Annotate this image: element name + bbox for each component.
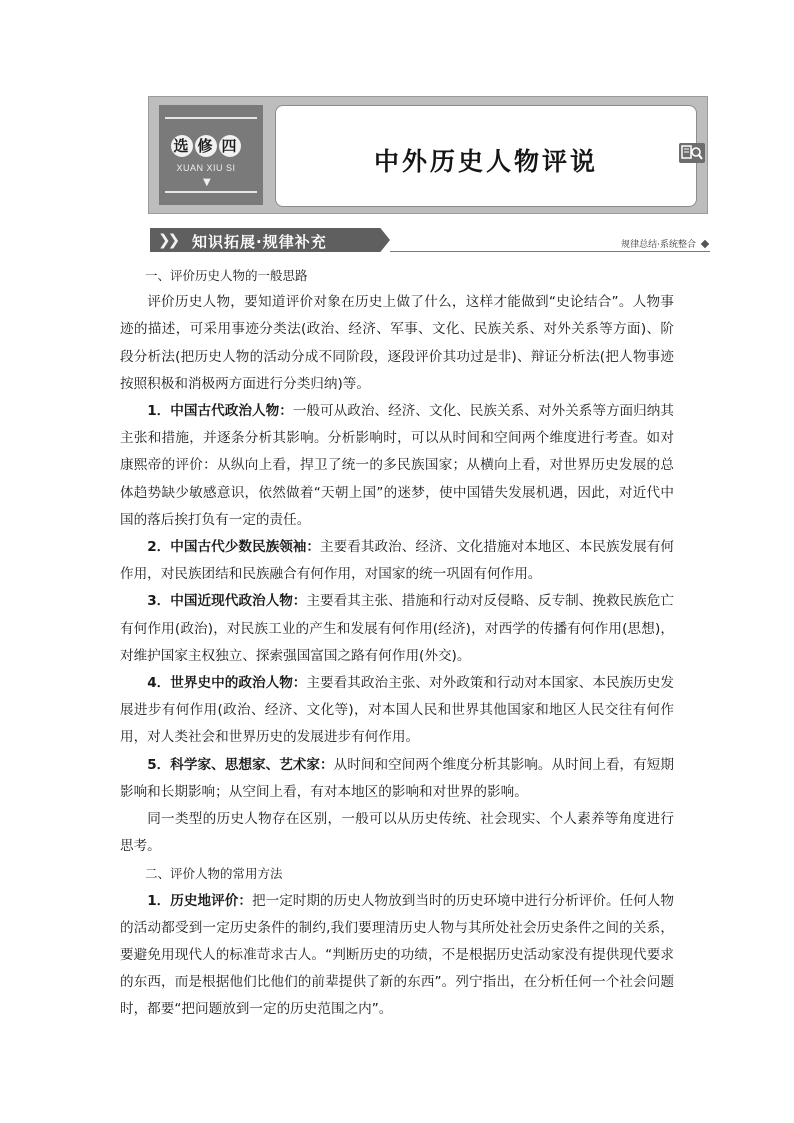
badge-char: 修 [195,135,217,157]
list-item [120,398,674,534]
summary-paragraph: 同一类型的历史人物存在区别，一般可以从历史传统、社会现实、个人素养等角度进行思考。 [120,811,674,855]
intro-paragraph: 评价历史人物，要知道评价对象在历史上做了什么，这样才能做到“史论结合”。人物事迹的描述，可采用事迹分类法(政治、经济、军事、文化、民族关系、对外关系等方面)、阶段分析法(把历史人物的活动分成不同阶段，逐段评价其功过是非)、辩证分析法(把人物事迹按照积极和消极两方面进行分类归纳)等。 [120,294,674,392]
item-text: 主要看其政治主张、对外政策和行动对本国家、本民族历史发展进步有何作用(政治、经济、文化等)，对本国人民和世界其他国家和地区人民交往有何作用，对人类社会和世界历史的发展进步有何作用。 [120,675,675,746]
double-chevron-icon: ❯❯ [158,231,178,249]
list-item [120,588,674,670]
title-box [275,105,697,207]
item-label: 4．世界史中的政治人物： [147,675,307,692]
chapter-banner [148,96,708,214]
item-text: 主要看其政治、经济、文化措施对本地区、本民族发展有何作用，对民族团结和民族融合有何作用，对国家的统一巩固有何作用。 [120,539,674,583]
item-label: 1．中国古代政治人物： [147,403,293,420]
section-tag-label: 知识拓展·规律补充 [192,233,327,251]
item-label: 2．中国古代少数民族领袖： [147,539,321,556]
down-triangle-icon: ▼ [203,177,211,188]
list-item [120,752,674,806]
item-text: 一般可从政治、经济、文化、民族关系、对外关系等方面归纳其主张和措施，并逐条分析其影响。分析影响时，可以从时间和空间两个维度进行考查。如对康熙帝的评价：从纵向上看，捍卫了统一的多民族国家；从横向上看，对世界历史发展的总体趋势缺少敏感意识，依然做着“天朝上国”的迷梦，使中国错失发展机遇，因此，对近代中国的落后挨打负有一定的责任。 [120,403,674,528]
method-text: 把一定时期的历史人物放到当时的历史环境中进行分析评价。任何人物的活动都受到一定历史条件的制约,我们要理清历史人物与其所处社会历史条件之间的关系，要避免用现代人的标准苛求古人。“判断历史的功绩，不是根据历史活动家没有提供现代要求的东西，而是根据他们比他们的前辈提供了新的东西”。列宁指出，在分析任何一个社会问题时，都要“把问题放到一定的历史范围之内”。 [120,892,674,1018]
list-item [120,534,674,588]
item-label: 5．科学家、思想家、艺术家： [147,756,334,773]
list-item [120,670,674,752]
badge-decoration-bottom [165,191,257,193]
heading-1: 一、评价历史人物的一般思路 [145,268,308,283]
item-text: 从时间和空间两个维度分析其影响。从时间上看，有短期影响和长期影响；从空间上看，有对本地区的影响和对世界的影响。 [120,756,674,800]
heading-2: 二、评价人物的常用方法 [145,866,283,882]
item-text: 主要看其主张、措施和行动对反侵略、反专制、挽救民族危亡有何作用(政治)，对民族工业的产生和发展有何作用(经济)，对西学的传播有何作用(思想)，对维护国家主权独立、探索强国富国之路有何作用(外交)。 [120,593,675,664]
diamond-icon [701,240,709,248]
page-title: 中外历史人物评说 [373,147,598,176]
method-label: 1．历史地评价： [147,892,252,909]
item-label: 3．中国近现代政治人物： [147,593,307,610]
document-body [120,262,674,1024]
elective-badge [159,105,263,205]
section-subtitle: 规律总结·系统整合 [621,240,696,250]
book-search-icon [679,143,705,163]
badge-char: 选 [171,135,193,157]
badge-decoration-top [165,117,257,119]
section-rule [390,251,710,252]
badge-label [167,135,245,157]
section-bar [150,228,710,252]
badge-pinyin: XUAN XIU SI [176,163,236,173]
badge-char: 四 [219,135,241,157]
method-paragraph [120,888,674,1024]
